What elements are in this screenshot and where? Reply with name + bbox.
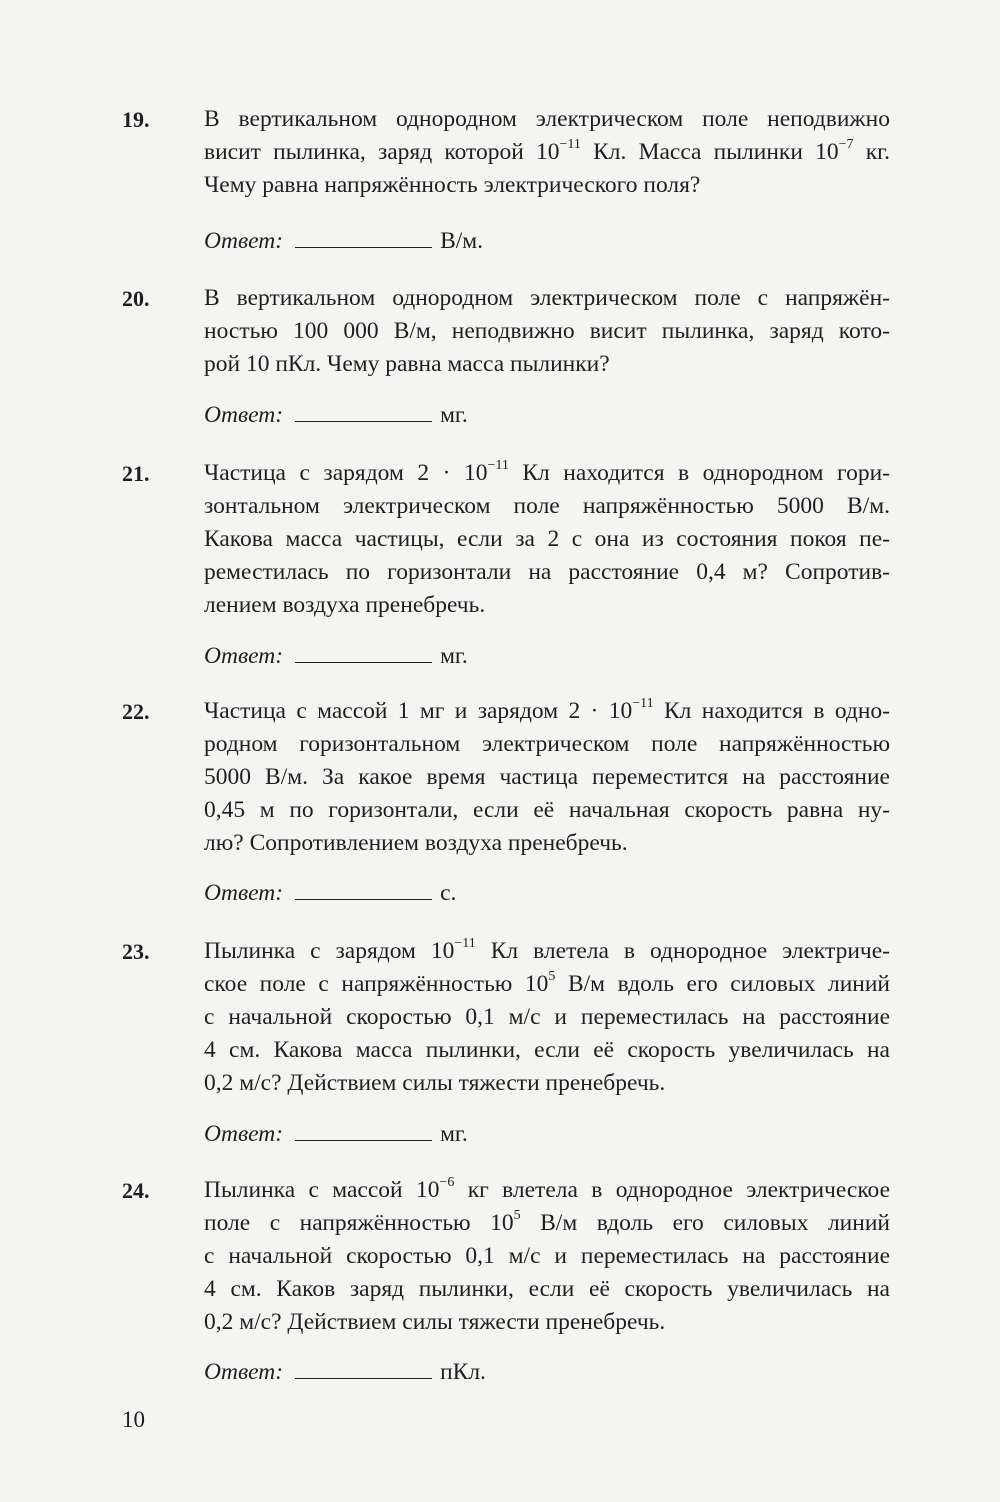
answer-label: Ответ:: [204, 880, 284, 906]
text-line: зонтальном электрическом поле напряжённостью 5000 В/м.: [204, 493, 890, 519]
answer-blank[interactable]: [295, 1360, 432, 1379]
exponent: −7: [838, 137, 854, 153]
text-line: Пылинка с массой $10^{-6}$ кг влетела в однородное электрическое: [204, 1175, 891, 1203]
answer-unit: пКл.: [440, 1359, 486, 1385]
text-line: 0,2 м/с? Действием силы тяжести пренебречь.: [204, 1309, 666, 1335]
exponent: 5: [548, 969, 556, 985]
problem-number: 24.: [122, 1178, 150, 1203]
problem-text: [204, 1174, 890, 1339]
problem-number: 21.: [122, 461, 150, 486]
text-line: 0,45 м по горизонтали, если её начальная скорость равна ну-: [204, 797, 890, 823]
answer-label: Ответ:: [204, 1121, 284, 1147]
text-line: Чему равна напряжённость электрического поля?: [204, 172, 701, 198]
answer-label: Ответ:: [204, 402, 284, 428]
text-line: висит пылинка, заряд которой $10^{-11}$ Кл. Масса пылинки $10^{-7}$ кг.: [204, 137, 891, 165]
text-line: ностью 100 000 В/м, неподвижно висит пылинка, заряд кото-: [204, 318, 890, 344]
exponent: −11: [632, 696, 654, 712]
text-line: лением воздуха пренебречь.: [204, 592, 486, 618]
answer-label: Ответ:: [204, 228, 284, 254]
answer-unit: В/м.: [440, 228, 484, 254]
page-number: 10: [122, 1407, 145, 1432]
answer-unit: мг.: [440, 402, 468, 428]
text-line: В вертикальном однородном электрическом поле неподвижно: [204, 106, 890, 132]
problem-number: 22.: [122, 699, 150, 724]
text-line: 4 см. Какова масса пылинки, если её скорость увеличилась на: [204, 1037, 890, 1063]
text-line: поле с напряжённостью $10^5$ В/м вдоль его силовых линий: [204, 1208, 890, 1236]
answer-label: Ответ:: [204, 643, 284, 669]
text-line: родном горизонтальном электрическом поле напряжённостью: [204, 731, 890, 757]
exponent: −11: [454, 936, 476, 952]
answer-blank[interactable]: [295, 229, 432, 248]
answer-line: [204, 225, 483, 258]
exponent: −11: [487, 458, 509, 474]
problem-text: [204, 935, 890, 1100]
answer-line: [204, 640, 468, 673]
text-line: Частица с массой 1 мг и зарядом $2 \cdot 10^{-11}$ Кл находится в одно-: [204, 696, 890, 724]
text-line: рой 10 пКл. Чему равна масса пылинки?: [204, 351, 610, 377]
answer-blank[interactable]: [295, 881, 432, 900]
answer-unit: с.: [440, 880, 457, 906]
text-line: реместилась по горизонтали на расстояние 0,4 м? Сопротив-: [204, 559, 890, 585]
text-line: Какова масса частицы, если за 2 с она из состояния покоя пе-: [204, 526, 890, 552]
text-line: ское поле с напряжённостью $10^5$ В/м вдоль его силовых линий: [204, 969, 891, 997]
problem-text: [204, 103, 890, 202]
text-line: 5000 В/м. За какое время частица переместится на расстояние: [204, 764, 890, 790]
answer-line: [204, 1118, 468, 1151]
exponent: −11: [559, 137, 581, 153]
text-line: Частица с зарядом $2 \cdot 10^{-11}$ Кл находится в однородном гори-: [204, 458, 890, 486]
exponent: −6: [439, 1175, 455, 1191]
problem-text: [204, 282, 890, 381]
answer-blank[interactable]: [295, 403, 432, 422]
exponent: 5: [513, 1208, 521, 1224]
text-line: с начальной скоростью 0,1 м/с и переместилась на расстояние: [204, 1004, 890, 1030]
text-line: с начальной скоростью 0,1 м/с и переместилась на расстояние: [204, 1243, 890, 1269]
answer-unit: мг.: [440, 643, 468, 669]
answer-blank[interactable]: [295, 1122, 432, 1141]
problem-number: 19.: [122, 107, 150, 132]
problem-number: 20.: [122, 286, 150, 311]
text-line: лю? Сопротивлением воздуха пренебречь.: [204, 830, 628, 856]
answer-line: [204, 1356, 486, 1389]
answer-label: Ответ:: [204, 1359, 284, 1385]
text-line: 4 см. Каков заряд пылинки, если её скорость увеличилась на: [204, 1276, 890, 1302]
problem-text: [204, 695, 890, 860]
problem-number: 23.: [122, 939, 150, 964]
text-line: Пылинка с зарядом $10^{-11}$ Кл влетела в однородное электриче-: [204, 936, 890, 964]
answer-unit: мг.: [440, 1121, 468, 1147]
answer-line: [204, 399, 468, 432]
answer-blank[interactable]: [295, 644, 432, 663]
problem-text: [204, 457, 890, 622]
text-line: В вертикальном однородном электрическом поле с напряжён-: [204, 285, 890, 311]
answer-line: [204, 877, 456, 910]
text-line: 0,2 м/с? Действием силы тяжести пренебречь.: [204, 1070, 666, 1096]
